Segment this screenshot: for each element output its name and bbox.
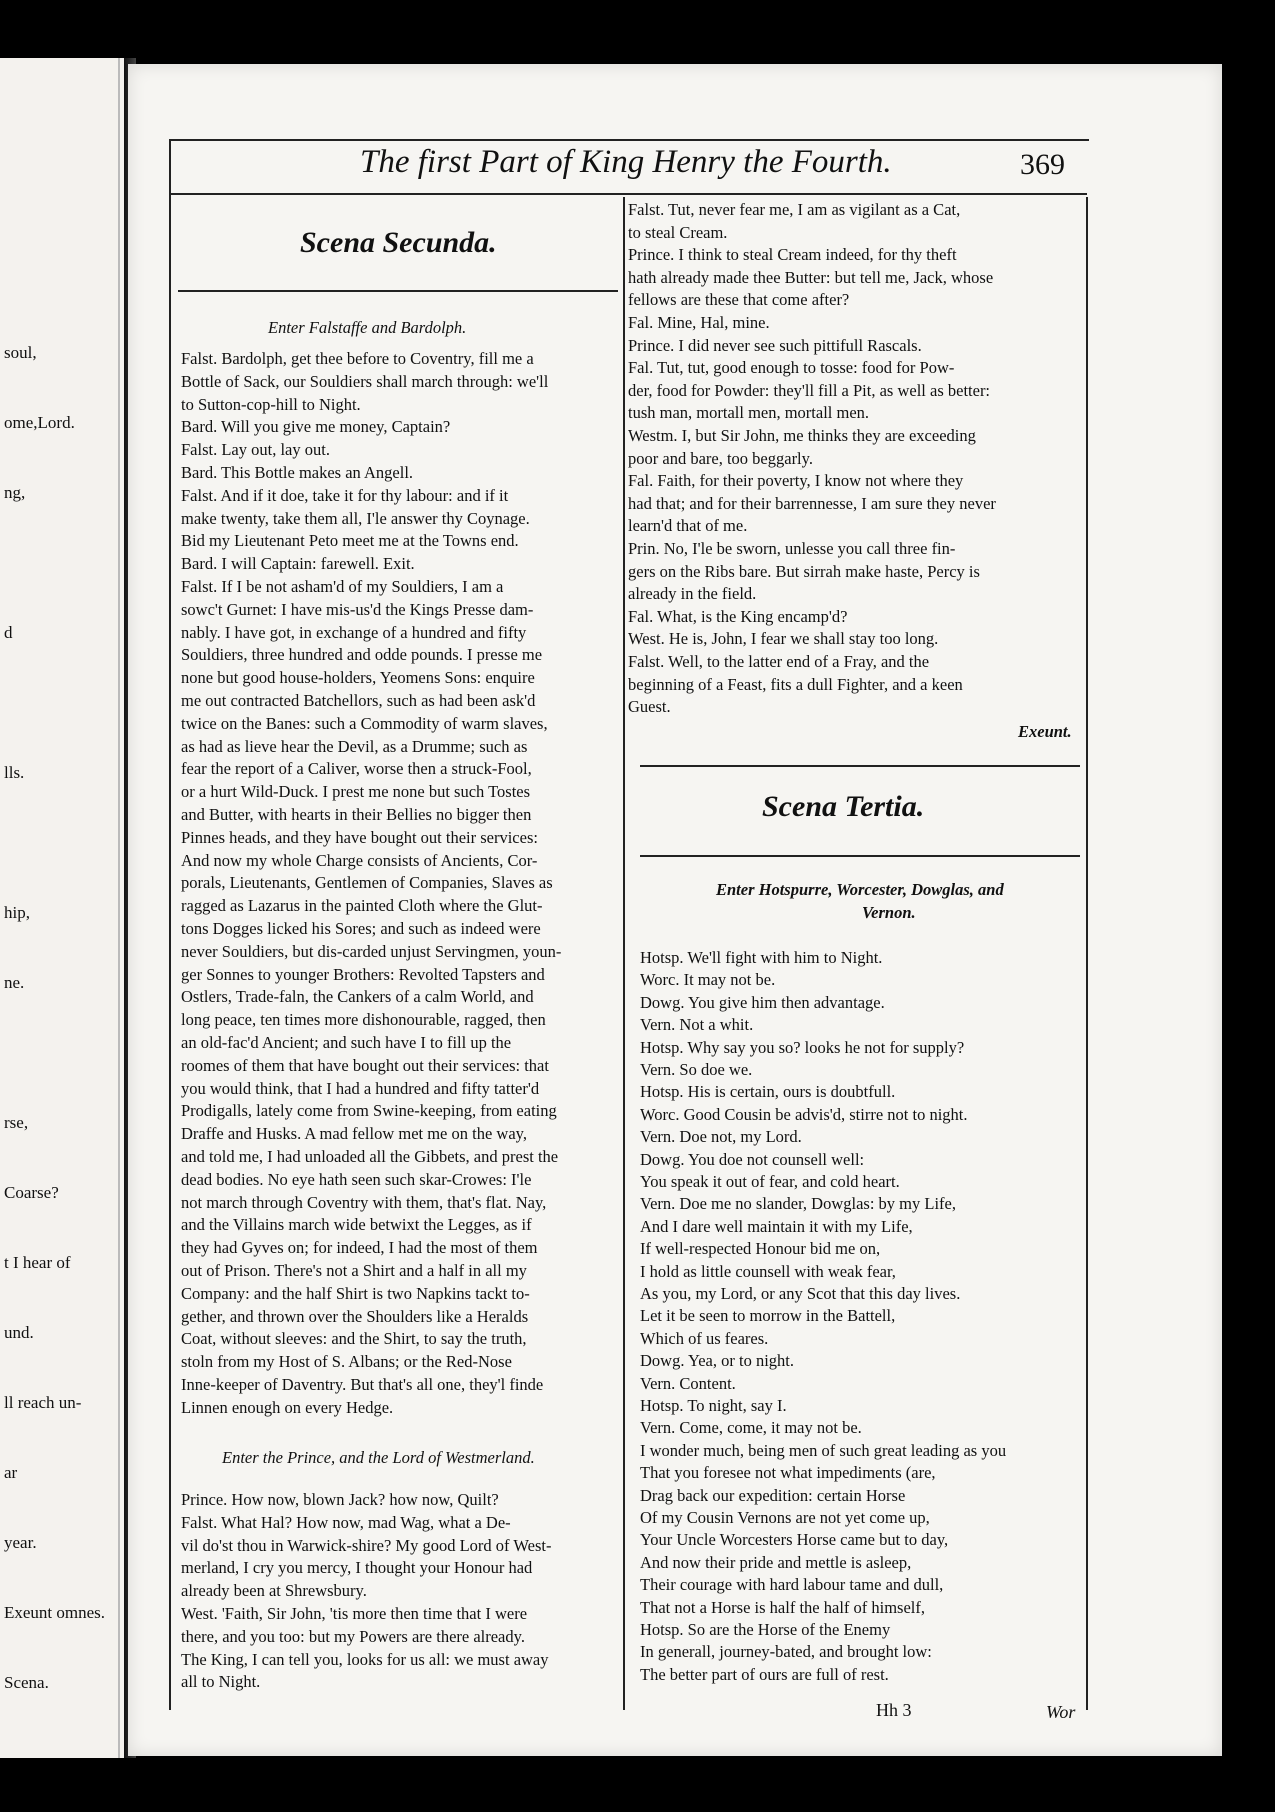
text-line: Hotsp. To night, say I.	[640, 1396, 787, 1415]
text-line: Pinnes heads, and they have bought out their services:	[181, 827, 538, 847]
text-line: Vern. Doe me no slander, Dowglas: by my Life,	[640, 1194, 956, 1214]
text-line: Dowg. You doe not counsell well:	[640, 1149, 865, 1169]
text-line: I hold as little counsell with weak fear,	[640, 1261, 896, 1281]
facing-page-text: year.	[4, 1533, 37, 1552]
text-line: or a hurt Wild-Duck. I prest me none but such Tostes	[181, 782, 531, 802]
text-line: In generall, journey-bated, and brought low:	[640, 1642, 932, 1662]
text-line: to steal Cream.	[628, 222, 728, 242]
text-line: had that; and for their barrennesse, I am sure they never	[628, 493, 996, 513]
text-line: Vern. Content.	[640, 1373, 736, 1393]
text-line: as had as lieve hear the Devil, as a Drumme; such as	[181, 736, 528, 756]
facing-page-text: hip,	[4, 903, 30, 922]
text-line: gers on the Ribs bare. But sirrah make haste, Percy is	[628, 561, 980, 581]
text-line: and the Villains march wide betwixt the Legges, as if	[181, 1215, 532, 1235]
text-line: And I dare well maintain it with my Life,	[640, 1216, 913, 1236]
text-line: not march through Coventry with them, that's flat. Nay,	[181, 1192, 547, 1212]
text-line: Vern. Doe not, my Lord.	[640, 1127, 802, 1147]
text-line: Coat, without sleeves: and the Shirt, to say the truth,	[181, 1329, 527, 1349]
text-line: Draffe and Husks. A mad fellow met me on the way,	[181, 1124, 527, 1144]
text-line: And now my whole Charge consists of Ancients, Cor-	[181, 850, 538, 870]
exeunt: Exeunt.	[1018, 722, 1072, 741]
header-rule	[169, 193, 1087, 195]
text-line: Falst. Tut, never fear me, I am as vigilant as a Cat,	[628, 200, 961, 219]
text-line: Guest.	[628, 697, 671, 717]
text-line: And now their pride and mettle is asleep,	[640, 1552, 912, 1572]
text-line: Bard. I will Captain: farewell. Exit.	[181, 554, 415, 574]
text-line: twice on the Banes: such a Commodity of warm slaves,	[181, 713, 548, 733]
text-line: Which of us feares.	[640, 1328, 769, 1348]
scene-rule	[178, 290, 618, 292]
text-line: Bottle of Sack, our Souldiers shall march through: we'll	[181, 371, 549, 391]
page-number: 369	[1020, 148, 1065, 181]
facing-page-text: t I hear of	[4, 1253, 71, 1272]
text-line: there, and you too: but my Powers are there already.	[181, 1626, 525, 1646]
text-line: Ostlers, Trade-faln, the Cankers of a calm World, and	[181, 987, 534, 1007]
text-line: Prince. I think to steal Cream indeed, for thy theft	[628, 245, 957, 265]
text-line: Falst. Bardolph, get thee before to Coventry, fill me a	[181, 349, 534, 368]
text-line: vil do'st thou in Warwick-shire? My good Lord of West-	[181, 1535, 552, 1555]
text-line: Falst. Lay out, lay out.	[181, 440, 330, 460]
facing-page-text: ne.	[4, 973, 25, 992]
text-line: West. He is, John, I fear we shall stay too long.	[628, 629, 939, 649]
text-line: gether, and thrown over the Shoulders like a Heralds	[181, 1306, 529, 1326]
text-line: roomes of them that have bought out their services: that	[181, 1055, 549, 1075]
text-line: Fal. Tut, tut, good enough to tosse: food for Pow-	[628, 358, 955, 378]
text-line: stoln from my Host of S. Albans; or the Red-Nose	[181, 1352, 512, 1372]
text-line: porals, Lieutenants, Gentlemen of Companies, Slaves as	[181, 873, 553, 893]
text-line: Hotsp. Why say you so? looks he not for supply?	[640, 1037, 965, 1057]
text-line: I wonder much, being men of such great leading as you	[640, 1440, 1007, 1460]
text-line: Fal. What, is the King encamp'd?	[628, 606, 848, 626]
text-line: Hotsp. His is certain, ours is doubtfull.	[640, 1082, 896, 1102]
text-line: Prin. No, I'le be sworn, unlesse you call three fin-	[628, 539, 956, 558]
text-line: Vern. Come, come, it may not be.	[640, 1418, 862, 1438]
scene-rule-3	[640, 855, 1080, 857]
text-line: Fal. Faith, for their poverty, I know not where they	[628, 471, 964, 491]
facing-page-text: lls.	[4, 763, 25, 782]
text-line: Your Uncle Worcesters Horse came but to day,	[640, 1530, 949, 1550]
stage-direction-3b: Vernon.	[862, 903, 916, 922]
facing-page-text: Scena.	[4, 1673, 49, 1692]
stage-direction: Enter Falstaffe and Bardolph.	[268, 318, 467, 337]
text-line: Prodigalls, lately come from Swine-keeping, from eating	[181, 1101, 557, 1121]
text-line: hath already made thee Butter: but tell me, Jack, whose	[628, 267, 994, 287]
facing-page-text: und.	[4, 1323, 34, 1342]
catchword: Wor	[1046, 1702, 1076, 1722]
text-line: Worc. It may not be.	[640, 970, 776, 990]
text-line: Westm. I, but Sir John, me thinks they are exceeding	[628, 426, 976, 445]
text-line: you would think, that I had a hundred and fifty tatter'd	[181, 1078, 540, 1098]
text-line: ger Sonnes to younger Brothers: Revolted Tapsters and	[181, 964, 545, 984]
text-line: tons Dogges licked his Sores; and such as indeed were	[181, 919, 541, 938]
stage-direction-2: Enter the Prince, and the Lord of Westmerland.	[222, 1448, 535, 1467]
text-line: If well-respected Honour bid me on,	[640, 1239, 881, 1259]
text-line: Of my Cousin Vernons are not yet come up,	[640, 1508, 930, 1527]
text-line: Fal. Mine, Hal, mine.	[628, 313, 770, 332]
text-line: tush man, mortall men, mortall men.	[628, 403, 870, 423]
facing-page-text: Exeunt omnes.	[4, 1603, 106, 1622]
text-line: fear the report of a Caliver, worse then a struck-Fool,	[181, 759, 532, 779]
text-line: You speak it out of fear, and cold heart.	[640, 1172, 900, 1191]
text-line: nably. I have got, in exchange of a hundred and fifty	[181, 622, 527, 642]
text-line: they had Gyves on; for indeed, I had the most of them	[181, 1238, 538, 1258]
text-line: der, food for Powder: they'll fill a Pit, as well as better:	[628, 380, 991, 400]
signature-mark: Hh 3	[876, 1700, 912, 1720]
scene-rule-2	[640, 765, 1080, 767]
text-line: sowc't Gurnet: I have mis-us'd the Kings Presse dam-	[181, 599, 534, 619]
text-line: Falst. Well, to the latter end of a Fray, and the	[628, 652, 930, 671]
right-frame-rule	[1086, 197, 1088, 1710]
text-line: Souldiers, three hundred and odde pounds. I presse me	[181, 645, 543, 665]
scene-title-secunda: Scena Secunda.	[300, 226, 497, 259]
text-line: out of Prison. There's not a Shirt and a half in all my	[181, 1261, 527, 1280]
scene-title-tertia: Scena Tertia.	[762, 790, 925, 823]
text-line: already in the field.	[628, 584, 757, 604]
text-line: Bid my Lieutenant Peto meet me at the Towns end.	[181, 531, 519, 551]
text-line: Prince. I did never see such pittifull Rascals.	[628, 335, 922, 355]
text-line: poor and bare, too beggarly.	[628, 448, 813, 468]
text-line: Hotsp. We'll fight with him to Night.	[640, 948, 883, 967]
text-line: merland, I cry you mercy, I thought your Honour had	[181, 1558, 533, 1578]
text-line: Falst. What Hal? How now, mad Wag, what a De-	[181, 1512, 511, 1532]
text-line: The King, I can tell you, looks for us all: we must away	[181, 1649, 549, 1669]
stage-direction-3a: Enter Hotspurre, Worcester, Dowglas, and	[716, 880, 1004, 899]
text-line: Company: and the half Shirt is two Napkins tackt to-	[181, 1283, 530, 1303]
facing-page-rule	[118, 58, 120, 1758]
text-line: Bard. This Bottle makes an Angell.	[181, 463, 414, 482]
facing-page-text: soul,	[4, 343, 37, 362]
text-line: none but good house-holders, Yeomens Sons: enquire	[181, 668, 535, 688]
facing-page-text: ll reach un-	[4, 1393, 82, 1412]
text-line: Inne-keeper of Daventry. But that's all one, they'l finde	[181, 1375, 544, 1394]
text-line: Vern. So doe we.	[640, 1060, 753, 1079]
text-line: Dowg. Yea, or to night.	[640, 1351, 795, 1371]
text-line: The better part of ours are full of rest.	[640, 1664, 889, 1684]
text-line: Linnen enough on every Hedge.	[181, 1397, 394, 1417]
facing-page-text: ng,	[4, 483, 26, 502]
facing-page-fragment	[0, 58, 124, 1758]
text-line: make twenty, take them all, I'le answer thy Coynage.	[181, 508, 530, 528]
text-line: already been at Shrewsbury.	[181, 1581, 367, 1601]
text-line: Vern. Not a whit.	[640, 1015, 754, 1035]
facing-page-text: Coarse?	[4, 1183, 59, 1202]
text-line: all to Night.	[181, 1672, 261, 1692]
text-line: Drag back our expedition: certain Horse	[640, 1485, 906, 1505]
text-line: Falst. If I be not asham'd of my Souldiers, I am a	[181, 577, 504, 596]
text-line: ragged as Lazarus in the painted Cloth where the Glut-	[181, 896, 543, 916]
text-line: Bard. Will you give me money, Captain?	[181, 417, 451, 437]
facing-page-text: ome,Lord.	[4, 413, 75, 432]
running-title: The first Part of King Henry the Fourth.	[360, 144, 892, 180]
text-line: Hotsp. So are the Horse of the Enemy	[640, 1620, 891, 1639]
text-line: me out contracted Batchellors, such as had been ask'd	[181, 691, 536, 710]
text-line: Their courage with hard labour tame and dull,	[640, 1575, 944, 1595]
facing-page-text: d	[4, 623, 13, 642]
text-line: beginning of a Feast, fits a dull Fighter, and a keen	[628, 674, 963, 694]
text-line: never Souldiers, but dis-carded unjust Servingmen, youn-	[181, 941, 562, 961]
text-line: Falst. And if it doe, take it for thy labour: and if it	[181, 485, 509, 505]
text-line: learn'd that of me.	[628, 516, 748, 536]
column-divider	[623, 197, 625, 1710]
text-line: Worc. Good Cousin be advis'd, stirre not to night.	[640, 1104, 968, 1124]
text-line: and told me, I had unloaded all the Gibbets, and prest the	[181, 1147, 559, 1166]
facing-page-text: ar	[4, 1463, 18, 1482]
text-line: West. 'Faith, Sir John, 'tis more then time that I were	[181, 1604, 528, 1623]
text-line: That you foresee not what impediments (are,	[640, 1463, 936, 1483]
text-line: to Sutton-cop-hill to Night.	[181, 394, 361, 414]
text-line: long peace, ten times more dishonourable, ragged, then	[181, 1010, 546, 1030]
text-line: Prince. How now, blown Jack? how now, Quilt?	[181, 1490, 499, 1509]
text-line: Let it be seen to morrow in the Battell,	[640, 1306, 896, 1326]
text-line: an old-fac'd Ancient; and such have I to fill up the	[181, 1033, 512, 1052]
text-line: fellows are these that come after?	[628, 290, 850, 310]
text-line: That not a Horse is half the half of himself,	[640, 1597, 926, 1617]
text-line: Dowg. You give him then advantage.	[640, 992, 885, 1012]
text-line: dead bodies. No eye hath seen such skar-Crowes: I'le	[181, 1169, 532, 1189]
facing-page-text: rse,	[4, 1113, 29, 1132]
text-line: As you, my Lord, or any Scot that this day lives.	[640, 1284, 961, 1303]
text-line: and Butter, with hearts in their Bellies no bigger then	[181, 805, 532, 824]
